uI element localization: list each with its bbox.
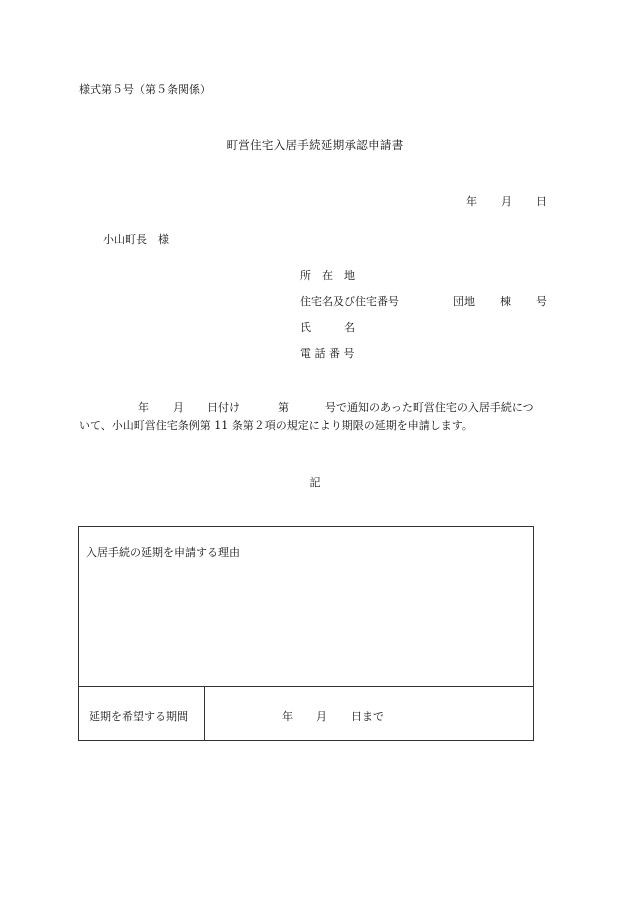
- body-year-label: 年: [138, 401, 149, 414]
- reason-table: [78, 526, 534, 741]
- date-month-label: 月: [501, 195, 512, 208]
- reason-cell: [79, 527, 533, 687]
- house-tou-label: 棟: [500, 295, 511, 308]
- form-number: 様式第５号（第５条関係）: [79, 83, 211, 96]
- period-value-cell: [205, 687, 533, 740]
- body-month-label: 月: [173, 401, 184, 414]
- period-until-label: 日まで: [351, 710, 384, 723]
- applicant-phone-label: 電 話 番 号: [300, 347, 355, 360]
- body-line1-rest: 号で通知のあった町営住宅の入居手続につ: [325, 401, 534, 414]
- period-label: 延期を希望する期間: [89, 710, 188, 723]
- applicant-address-label: 所 在 地: [300, 269, 355, 282]
- ki-heading: 記: [309, 476, 321, 489]
- document-title: 町営住宅入居手続延期承認申請書: [226, 138, 404, 152]
- date-year-label: 年: [466, 195, 477, 208]
- body-dai-label: 第: [278, 401, 289, 414]
- applicant-house-label: 住宅名及び住宅番号: [300, 295, 399, 308]
- body-paragraph-line2: いて、小山町営住宅条例第 11 条第２項の規定により期限の延期を申請します。: [79, 419, 473, 432]
- house-danchi-label: 団地: [453, 295, 475, 308]
- reason-label: 入居手続の延期を申請する理由: [86, 546, 240, 559]
- body-day-dated-label: 日付け: [207, 401, 240, 414]
- applicant-name-label: 氏 名: [300, 321, 355, 334]
- date-day-label: 日: [536, 195, 547, 208]
- house-gou-label: 号: [536, 295, 547, 308]
- period-year-label: 年: [282, 710, 293, 723]
- period-month-label: 月: [316, 710, 327, 723]
- period-label-cell: [79, 687, 205, 740]
- addressee: 小山町長 様: [103, 233, 169, 246]
